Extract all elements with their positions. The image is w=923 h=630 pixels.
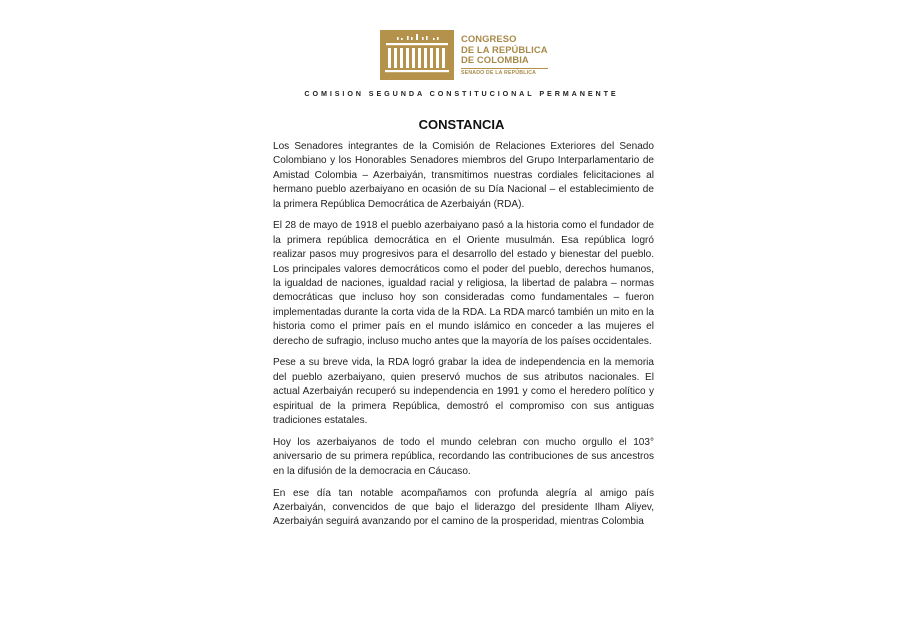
capitol-building-icon [380,30,454,80]
paragraph: Hoy los azerbaiyanos de todo el mundo celebran con mucho orgullo el 103° aniversario de su primera república, recordando las contribuciones de sus ancestros en la difusión de la democracia en Cáucaso. [273,436,654,477]
paragraph: El 28 de mayo de 1918 el pueblo azerbaiyano pasó a la historia como el fundador de la primera república democrática en el Oriente musulmán. Esa república logró realizar pasos muy progresivos para el desarrollo del estado y bienestar del pueblo. Los principales valores democráticos como el poder del pueblo, derechos humanos, la igualdad de naciones, igualdad racial y religiosa, la libertad de palabra – normas democráticas que incluso hoy son consideradas como fundamentales – fueron implementadas durante la corta vida de la RDA. La RDA marcó también un mito en la historia como el primer país en el mundo islámico en conceder a las mujeres el derecho de sufragio, incluso mucho antes que la mayoría de los países occidentales. [273,220,654,347]
congress-logo [380,30,546,80]
document-body [273,140,654,537]
paragraph: En ese día tan notable acompañamos con profunda alegría al amigo país Azerbaiyán, convencidos de que bajo el liderazgo del presidente Ilham Aliyev, Azerbaiyán seguirá avanzando por el camino de la prosperidad, mientras Colombia [273,487,654,528]
commission-heading: COMISION SEGUNDA CONSTITUCIONAL PERMANENTE [304,89,619,98]
logo-line-3: DE COLOMBIA [461,54,529,66]
logo-line-2: DE LA REPÚBLICA [461,43,548,55]
logo-wordmark [461,30,548,80]
logo-line-1: CONGRESO [461,33,517,45]
logo-subline: SENADO DE LA REPÚBLICA [461,68,548,76]
paragraph: Pese a su breve vida, la RDA logró grabar la idea de independencia en la memoria del pueblo azerbaiyano, quien preservó muchos de sus atributos nacionales. El actual Azerbaiyán recuperó su independencia en 1991 y como el heredero político y espiritual de la primera República, demostró el compromiso con sus antiguas tradiciones estatales. [273,357,654,427]
document-title: CONSTANCIA [418,117,505,132]
paragraph: Los Senadores integrantes de la Comisión de Relaciones Exteriores del Senado Colombiano y los Honorables Senadores miembros del Grupo Interparlamentario de Amistad Colombia – Azerbaiyán, transmitimos nuestras cordiales felicitaciones al hermano pueblo azerbaiyano en ocasión de su Día Nacional – el establecimiento de la primera República Democrática de Azerbaiyán (RDA). [273,141,654,210]
